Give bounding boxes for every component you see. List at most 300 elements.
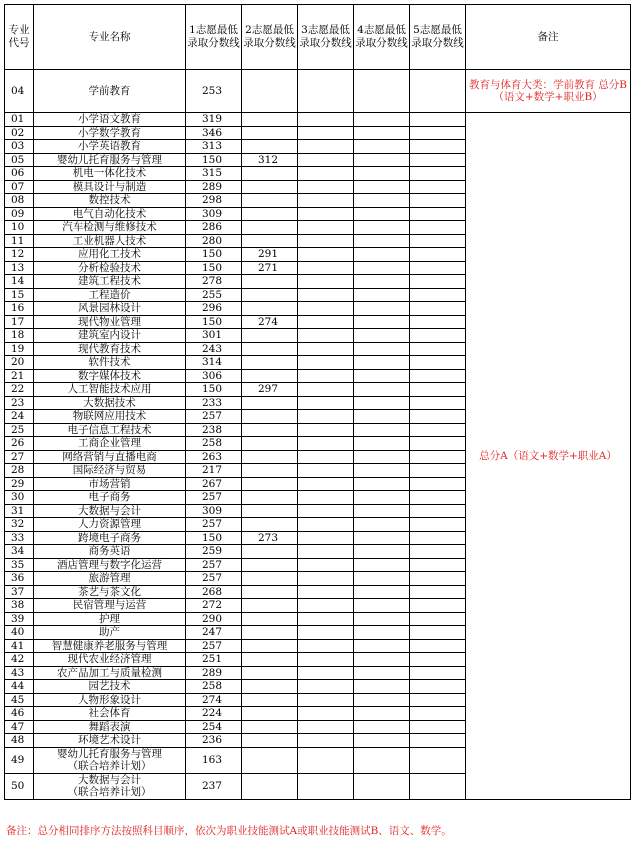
cell-name-line2: （联合培养计划）: [67, 760, 152, 772]
cell-choice5: [410, 666, 466, 680]
cell-choice4: [354, 126, 410, 140]
cell-choice2: [242, 572, 298, 586]
cell-choice3: [298, 639, 354, 653]
header-choice3: 3志愿最低录取分数线: [298, 5, 354, 70]
cell-choice2: [242, 773, 298, 799]
cell-code: 28: [5, 464, 34, 478]
cell-choice2: [242, 639, 298, 653]
cell-choice3: [298, 194, 354, 208]
cell-code: 07: [5, 180, 34, 194]
cell-choice5: [410, 680, 466, 694]
cell-choice2: [242, 396, 298, 410]
cell-choice3: [298, 707, 354, 721]
cell-code: 38: [5, 599, 34, 613]
cell-choice3: [298, 599, 354, 613]
cell-choice2: [242, 423, 298, 437]
cell-choice2: [242, 207, 298, 221]
cell-choice5: [410, 720, 466, 734]
cell-code: 32: [5, 518, 34, 532]
cell-choice1: 163: [186, 747, 242, 773]
cell-choice4: [354, 261, 410, 275]
cell-choice5: [410, 234, 466, 248]
cell-code: 12: [5, 248, 34, 262]
remark-group1: 教育与体育大类：学前教育 总分B（语文+数学+职业B）: [466, 70, 631, 113]
cell-choice1: 257: [186, 572, 242, 586]
cell-name: [34, 747, 186, 773]
cell-code: 14: [5, 275, 34, 289]
remark-group2: 总分A（语文+数学+职业A）: [466, 113, 631, 800]
cell-name: 大数据与会计: [34, 504, 186, 518]
cell-name: 智慧健康养老服务与管理: [34, 639, 186, 653]
cell-code: 15: [5, 288, 34, 302]
cell-choice4: [354, 248, 410, 262]
cell-choice4: [354, 221, 410, 235]
cell-choice5: [410, 639, 466, 653]
cell-choice2: [242, 167, 298, 181]
cell-code: 01: [5, 113, 34, 127]
cell-choice2: [242, 693, 298, 707]
cell-choice4: [354, 747, 410, 773]
cell-code: 24: [5, 410, 34, 424]
cell-choice2: [242, 491, 298, 505]
cell-choice5: [410, 693, 466, 707]
cell-choice1: 257: [186, 491, 242, 505]
cell-choice1: 263: [186, 450, 242, 464]
cell-choice1: 254: [186, 720, 242, 734]
cell-code: 13: [5, 261, 34, 275]
cell-choice5: [410, 423, 466, 437]
cell-choice1: 346: [186, 126, 242, 140]
cell-choice1: 243: [186, 342, 242, 356]
cell-code: 34: [5, 545, 34, 559]
cell-choice4: [354, 167, 410, 181]
header-row: [5, 5, 631, 70]
cell-code: 05: [5, 153, 34, 167]
cell-choice4: [354, 693, 410, 707]
cell-name: 环境艺术设计: [34, 734, 186, 748]
cell-name: 茶艺与茶文化: [34, 585, 186, 599]
cell-choice5: [410, 288, 466, 302]
header-choice2: 2志愿最低录取分数线: [242, 5, 298, 70]
cell-choice2: [242, 437, 298, 451]
table-row-group1: [5, 70, 631, 113]
cell-choice5: [410, 194, 466, 208]
cell-choice3: [298, 626, 354, 640]
cell-choice3: [298, 113, 354, 127]
cell-choice1: 217: [186, 464, 242, 478]
cell-choice2: [242, 410, 298, 424]
cell-code: 23: [5, 396, 34, 410]
cell-code: 22: [5, 383, 34, 397]
cell-choice3: [298, 329, 354, 343]
header-choice4: 4志愿最低录取分数线: [354, 5, 410, 70]
header-choice5: 5志愿最低录取分数线: [410, 5, 466, 70]
cell-name: 现代农业经济管理: [34, 653, 186, 667]
cell-choice1: 258: [186, 680, 242, 694]
cell-name: 电子信息工程技术: [34, 423, 186, 437]
cell-choice3: [298, 680, 354, 694]
cell-choice3: [298, 504, 354, 518]
cell-choice2: [242, 585, 298, 599]
cell-name: 人工智能技术应用: [34, 383, 186, 397]
cell-name: 大数据技术: [34, 396, 186, 410]
cell-name: 小学数学教育: [34, 126, 186, 140]
cell-choice4: [354, 396, 410, 410]
cell-name: [34, 773, 186, 799]
cell-choice3: [298, 302, 354, 316]
cell-choice2: [242, 666, 298, 680]
cell-choice3: [298, 261, 354, 275]
cell-code: 25: [5, 423, 34, 437]
cell-code: 16: [5, 302, 34, 316]
cell-choice3: [298, 315, 354, 329]
cell-name: 舞蹈表演: [34, 720, 186, 734]
cell-choice5: [410, 167, 466, 181]
cell-name: 商务英语: [34, 545, 186, 559]
cell-code: 37: [5, 585, 34, 599]
cell-choice2: [242, 707, 298, 721]
cell-choice2: [242, 450, 298, 464]
cell-name: 网络营销与直播电商: [34, 450, 186, 464]
cell-choice2: [242, 558, 298, 572]
cell-choice3: [298, 558, 354, 572]
cell-code: 09: [5, 207, 34, 221]
cell-choice5: [410, 599, 466, 613]
cell-choice1: 150: [186, 261, 242, 275]
cell-choice5: [410, 140, 466, 154]
cell-choice2: [242, 747, 298, 773]
cell-choice3: [298, 221, 354, 235]
cell-choice2: [242, 680, 298, 694]
cell-name: 电子商务: [34, 491, 186, 505]
cell-choice2: [242, 504, 298, 518]
cell-choice4: [354, 531, 410, 545]
cell-choice2: [242, 342, 298, 356]
cell-choice2: [242, 70, 298, 113]
cell-choice1: 150: [186, 248, 242, 262]
cell-choice4: [354, 450, 410, 464]
cell-choice1: 296: [186, 302, 242, 316]
cell-code: 39: [5, 612, 34, 626]
cell-choice1: 313: [186, 140, 242, 154]
cell-name: 学前教育: [34, 70, 186, 113]
header-choice1: 1志愿最低录取分数线: [186, 5, 242, 70]
cell-choice5: [410, 221, 466, 235]
cell-choice3: [298, 734, 354, 748]
cell-name: 数控技术: [34, 194, 186, 208]
cell-name: 物联网应用技术: [34, 410, 186, 424]
cell-choice3: [298, 653, 354, 667]
cell-choice5: [410, 477, 466, 491]
cell-choice4: [354, 329, 410, 343]
cell-choice1: 290: [186, 612, 242, 626]
cell-choice5: [410, 275, 466, 289]
cell-choice3: [298, 477, 354, 491]
cell-choice3: [298, 369, 354, 383]
cell-name: 小学英语教育: [34, 140, 186, 154]
cell-choice4: [354, 342, 410, 356]
cell-name: 社会体育: [34, 707, 186, 721]
cell-choice4: [354, 734, 410, 748]
cell-choice3: [298, 410, 354, 424]
cell-choice2: [242, 626, 298, 640]
cell-name: 工程造价: [34, 288, 186, 302]
cell-name: 现代教育技术: [34, 342, 186, 356]
cell-choice5: [410, 180, 466, 194]
cell-choice3: [298, 545, 354, 559]
cell-choice4: [354, 464, 410, 478]
cell-choice2: [242, 720, 298, 734]
cell-choice2: [242, 140, 298, 154]
cell-choice2: [242, 329, 298, 343]
cell-name: 建筑工程技术: [34, 275, 186, 289]
cell-choice2: [242, 545, 298, 559]
cell-choice1: 150: [186, 153, 242, 167]
cell-choice5: [410, 747, 466, 773]
cell-choice5: [410, 558, 466, 572]
cell-choice2: [242, 302, 298, 316]
cell-choice4: [354, 234, 410, 248]
cell-choice3: [298, 464, 354, 478]
cell-choice1: 257: [186, 410, 242, 424]
cell-choice3: [298, 720, 354, 734]
cell-choice1: 257: [186, 639, 242, 653]
cell-choice5: [410, 545, 466, 559]
cell-choice4: [354, 315, 410, 329]
cell-choice5: [410, 464, 466, 478]
cell-code: 29: [5, 477, 34, 491]
cell-choice2: [242, 221, 298, 235]
cell-choice2: [242, 599, 298, 613]
cell-choice3: [298, 531, 354, 545]
cell-name-line1: 婴幼儿托育服务与管理: [57, 748, 162, 760]
cell-choice5: [410, 342, 466, 356]
cell-choice1: 258: [186, 437, 242, 451]
cell-choice1: 286: [186, 221, 242, 235]
header-code: 专业代号: [5, 5, 34, 70]
cell-choice1: 301: [186, 329, 242, 343]
cell-choice2: [242, 653, 298, 667]
cell-choice5: [410, 531, 466, 545]
cell-choice5: [410, 410, 466, 424]
cell-choice1: 237: [186, 773, 242, 799]
cell-code: 36: [5, 572, 34, 586]
cell-choice4: [354, 680, 410, 694]
cell-choice3: [298, 207, 354, 221]
cell-choice4: [354, 626, 410, 640]
cell-choice1: 255: [186, 288, 242, 302]
cell-choice1: 150: [186, 531, 242, 545]
cell-choice1: 253: [186, 70, 242, 113]
cell-choice4: [354, 153, 410, 167]
cell-code: 04: [5, 70, 34, 113]
cell-code: 48: [5, 734, 34, 748]
cell-choice5: [410, 70, 466, 113]
cell-choice1: 150: [186, 383, 242, 397]
cell-choice2: [242, 464, 298, 478]
cell-choice2: 291: [242, 248, 298, 262]
cell-code: 03: [5, 140, 34, 154]
cell-choice3: [298, 747, 354, 773]
cell-choice4: [354, 599, 410, 613]
cell-choice4: [354, 773, 410, 799]
cell-choice4: [354, 612, 410, 626]
cell-choice2: 274: [242, 315, 298, 329]
cell-choice2: [242, 612, 298, 626]
cell-choice4: [354, 410, 410, 424]
cell-name: 工商企业管理: [34, 437, 186, 451]
cell-choice3: [298, 356, 354, 370]
cell-choice4: [354, 356, 410, 370]
table-row: [5, 113, 631, 127]
cell-choice5: [410, 504, 466, 518]
cell-choice1: 150: [186, 315, 242, 329]
cell-choice4: [354, 572, 410, 586]
cell-choice4: [354, 545, 410, 559]
cell-choice3: [298, 167, 354, 181]
cell-choice4: [354, 707, 410, 721]
cell-choice4: [354, 585, 410, 599]
cell-choice2: [242, 126, 298, 140]
cell-choice4: [354, 275, 410, 289]
cell-code: 33: [5, 531, 34, 545]
cell-choice4: [354, 653, 410, 667]
cell-name: 应用化工技术: [34, 248, 186, 262]
cell-choice5: [410, 153, 466, 167]
cell-choice4: [354, 666, 410, 680]
cell-name: 风景园林设计: [34, 302, 186, 316]
cell-choice5: [410, 126, 466, 140]
cell-choice3: [298, 70, 354, 113]
cell-code: 10: [5, 221, 34, 235]
cell-choice3: [298, 342, 354, 356]
cell-choice1: 236: [186, 734, 242, 748]
cell-choice1: 289: [186, 666, 242, 680]
cell-choice5: [410, 383, 466, 397]
cell-code: 31: [5, 504, 34, 518]
cell-name: 工业机器人技术: [34, 234, 186, 248]
cell-choice3: [298, 491, 354, 505]
cell-choice4: [354, 70, 410, 113]
cell-choice2: 312: [242, 153, 298, 167]
cell-choice1: 268: [186, 585, 242, 599]
cell-choice4: [354, 383, 410, 397]
cell-choice5: [410, 329, 466, 343]
cell-choice4: [354, 477, 410, 491]
cell-choice2: 297: [242, 383, 298, 397]
cell-choice1: 233: [186, 396, 242, 410]
cell-code: 43: [5, 666, 34, 680]
cell-choice1: 309: [186, 504, 242, 518]
cell-choice4: [354, 302, 410, 316]
cell-choice1: 278: [186, 275, 242, 289]
cell-choice1: 251: [186, 653, 242, 667]
cell-code: 18: [5, 329, 34, 343]
cell-choice1: 259: [186, 545, 242, 559]
cell-choice3: [298, 773, 354, 799]
admission-score-table: [4, 4, 631, 800]
cell-choice1: 315: [186, 167, 242, 181]
cell-choice2: [242, 369, 298, 383]
cell-choice1: 224: [186, 707, 242, 721]
cell-code: 45: [5, 693, 34, 707]
cell-choice5: [410, 572, 466, 586]
cell-choice4: [354, 491, 410, 505]
cell-name-line2: （联合培养计划）: [67, 786, 152, 798]
cell-name: 酒店管理与数字化运营: [34, 558, 186, 572]
cell-name-line1: 大数据与会计: [78, 774, 141, 786]
cell-choice3: [298, 248, 354, 262]
cell-code: 35: [5, 558, 34, 572]
cell-choice5: [410, 450, 466, 464]
cell-name: 市场营销: [34, 477, 186, 491]
cell-name: 旅游管理: [34, 572, 186, 586]
cell-name: 电气自动化技术: [34, 207, 186, 221]
cell-code: 40: [5, 626, 34, 640]
cell-name: 跨境电子商务: [34, 531, 186, 545]
cell-choice1: 280: [186, 234, 242, 248]
cell-code: 26: [5, 437, 34, 451]
cell-choice2: [242, 356, 298, 370]
cell-choice5: [410, 707, 466, 721]
cell-choice3: [298, 383, 354, 397]
cell-name: 建筑室内设计: [34, 329, 186, 343]
cell-code: 06: [5, 167, 34, 181]
cell-name: 人物形象设计: [34, 693, 186, 707]
cell-choice3: [298, 450, 354, 464]
cell-choice4: [354, 504, 410, 518]
cell-choice5: [410, 437, 466, 451]
cell-choice1: 309: [186, 207, 242, 221]
cell-choice2: [242, 180, 298, 194]
cell-choice5: [410, 612, 466, 626]
cell-code: 46: [5, 707, 34, 721]
cell-name: 农产品加工与质量检测: [34, 666, 186, 680]
cell-choice3: [298, 693, 354, 707]
cell-choice1: 257: [186, 558, 242, 572]
cell-name: 国际经济与贸易: [34, 464, 186, 478]
cell-choice4: [354, 369, 410, 383]
cell-choice1: 272: [186, 599, 242, 613]
cell-name: 园艺技术: [34, 680, 186, 694]
cell-choice5: [410, 369, 466, 383]
header-name: 专业名称: [34, 5, 186, 70]
cell-choice1: 274: [186, 693, 242, 707]
cell-choice3: [298, 572, 354, 586]
cell-code: 44: [5, 680, 34, 694]
cell-name: 数字媒体技术: [34, 369, 186, 383]
cell-code: 02: [5, 126, 34, 140]
cell-choice5: [410, 261, 466, 275]
cell-choice3: [298, 275, 354, 289]
cell-choice4: [354, 194, 410, 208]
cell-choice1: 267: [186, 477, 242, 491]
cell-name: 人力资源管理: [34, 518, 186, 532]
cell-choice4: [354, 518, 410, 532]
cell-choice3: [298, 288, 354, 302]
cell-choice5: [410, 315, 466, 329]
cell-code: 08: [5, 194, 34, 208]
header-remark: 备注: [466, 5, 631, 70]
cell-choice3: [298, 234, 354, 248]
cell-name: 分析检验技术: [34, 261, 186, 275]
cell-code: 19: [5, 342, 34, 356]
cell-choice2: [242, 113, 298, 127]
cell-name: 助产: [34, 626, 186, 640]
cell-choice5: [410, 626, 466, 640]
cell-code: 11: [5, 234, 34, 248]
cell-choice4: [354, 437, 410, 451]
